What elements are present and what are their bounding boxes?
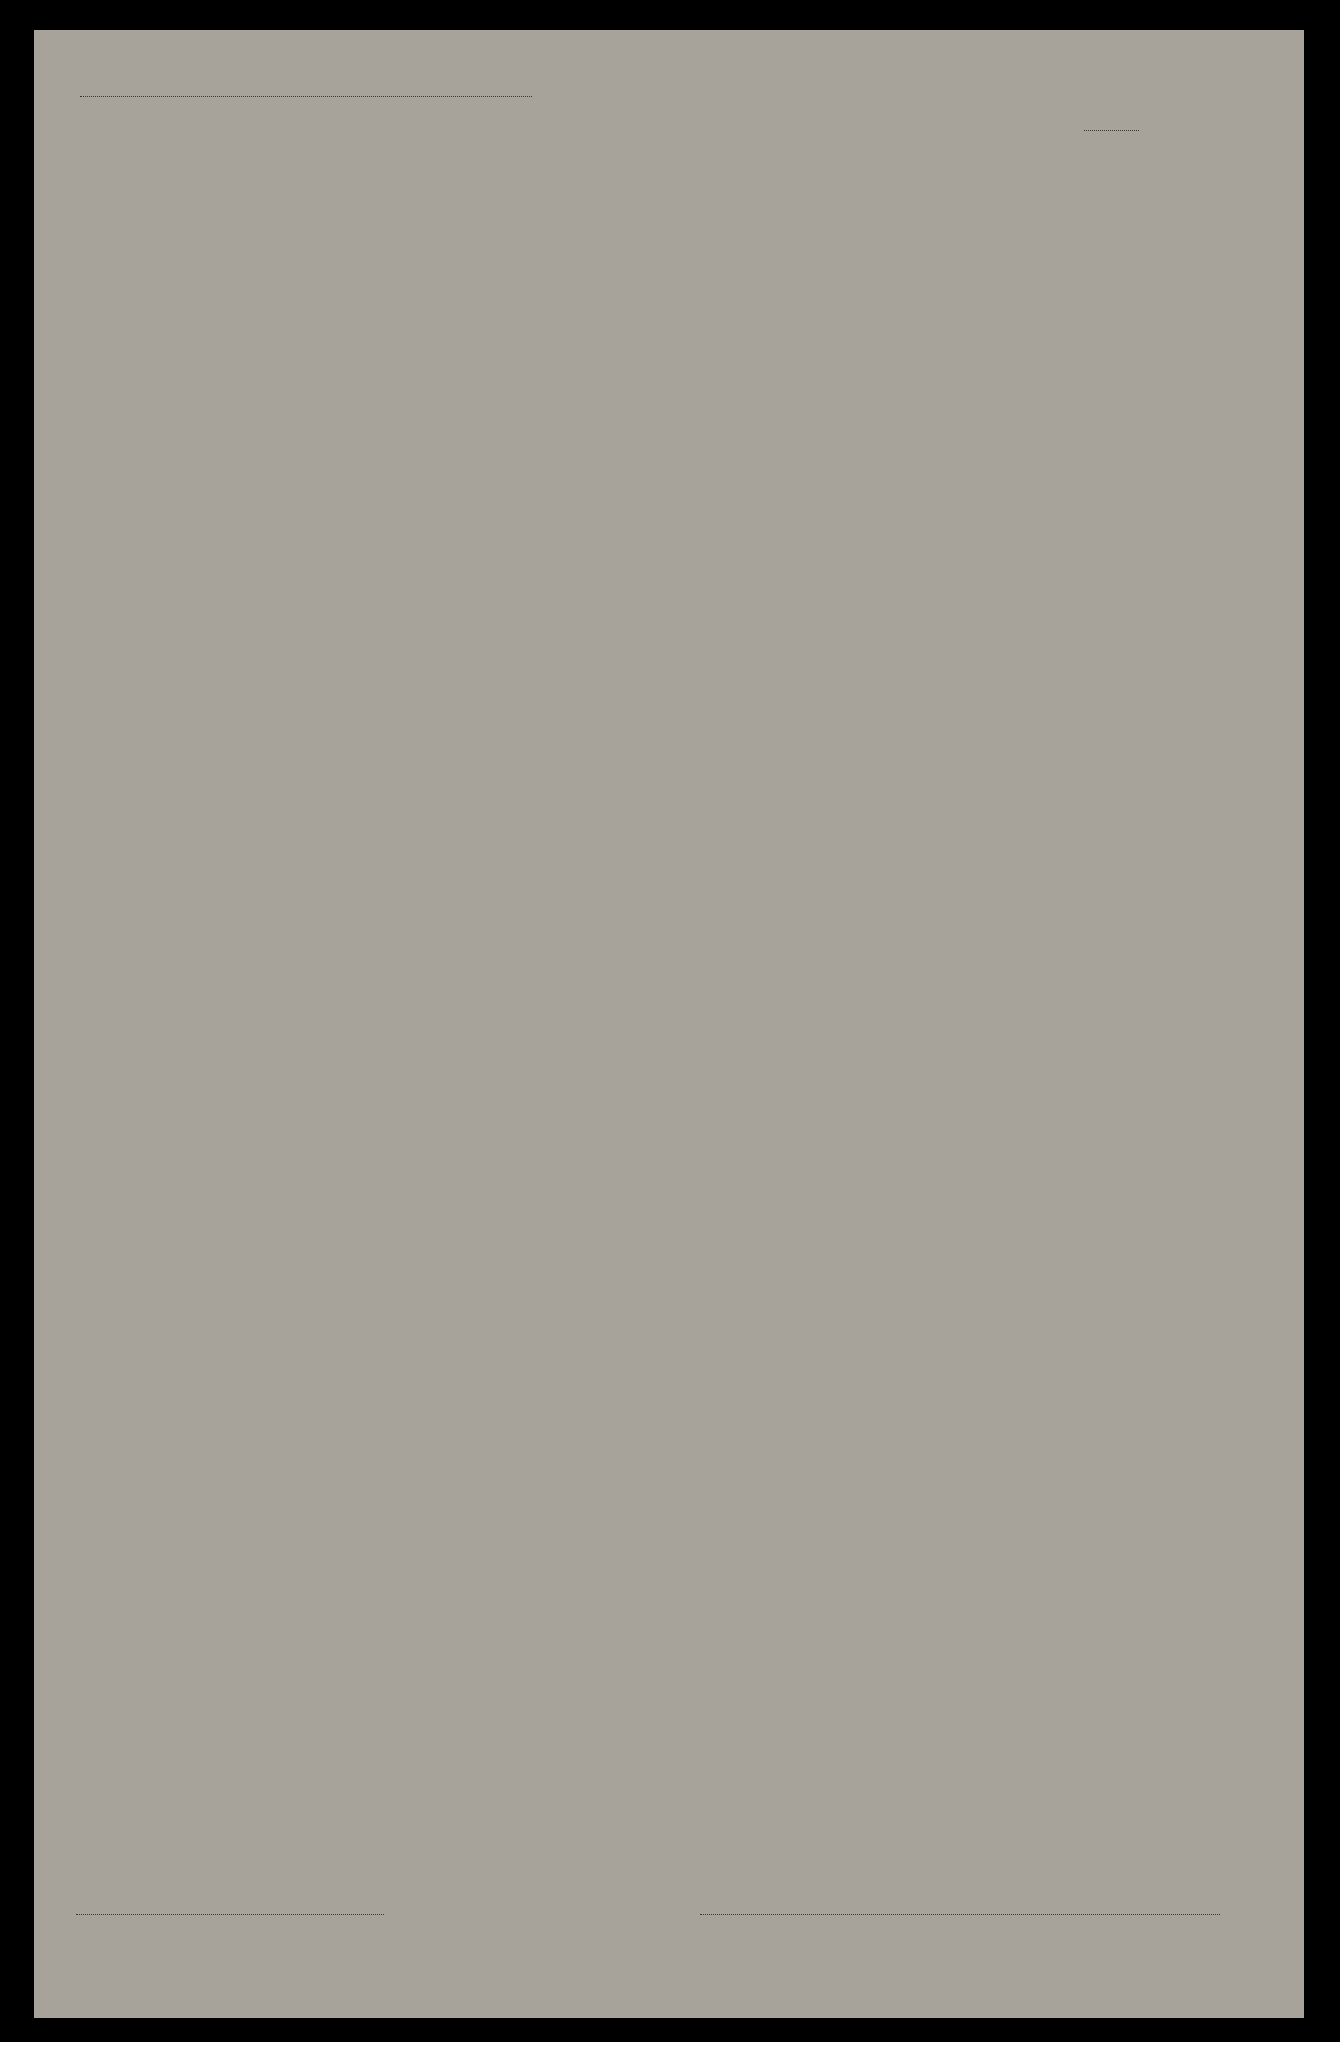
unit-dotted-line bbox=[80, 96, 532, 97]
despatch-dotted-line bbox=[76, 1914, 384, 1915]
archive-strip bbox=[0, 2042, 1340, 2061]
serial-dotted-line bbox=[1084, 130, 1139, 131]
signature-dotted-line bbox=[700, 1914, 1220, 1915]
form-sheet bbox=[34, 30, 1304, 2018]
